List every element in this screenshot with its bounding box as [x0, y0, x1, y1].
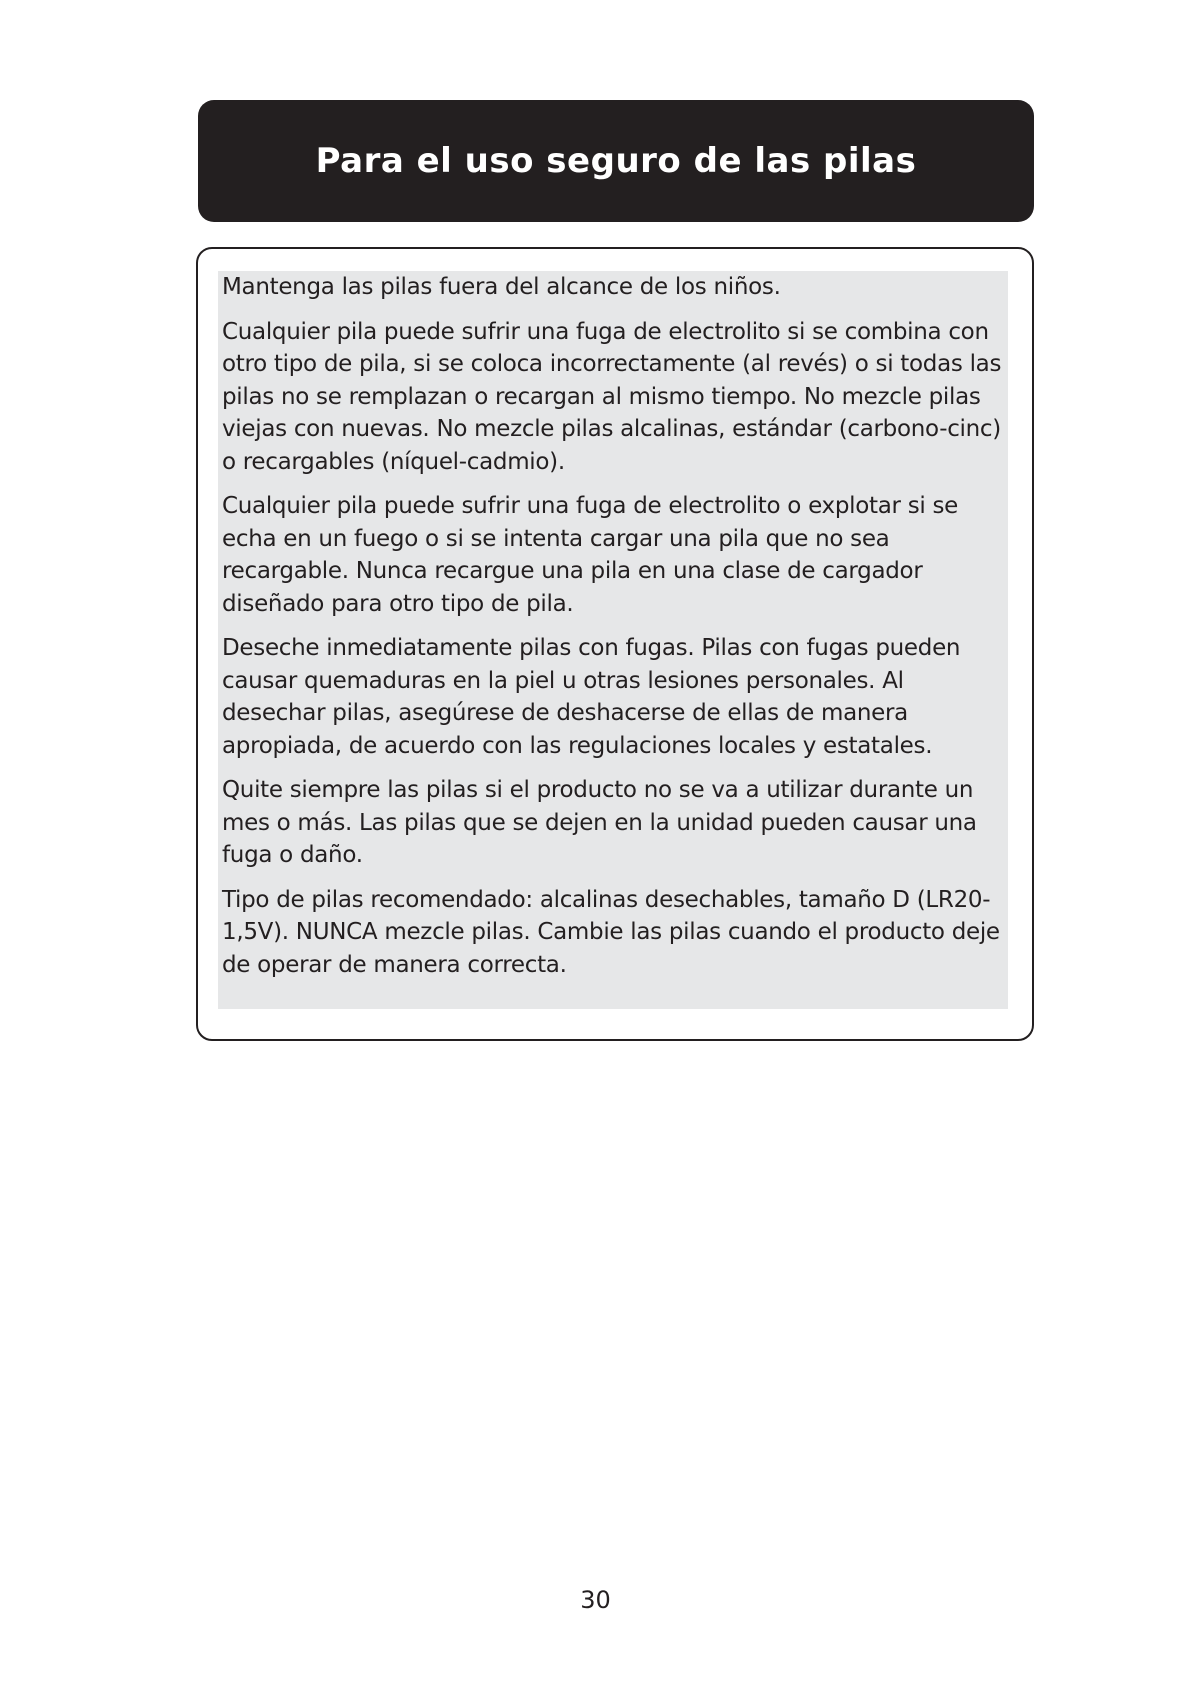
paragraph-fire-recharge: Cualquier pila puede sufrir una fuga de electrolito o explotar si se echa en un fuego o si se intenta cargar una pila que no sea recargable. Nunca recargue una pila en una clase de cargador diseñado para otro tipo de pila.	[222, 493, 959, 617]
page-number: 30	[580, 1586, 611, 1614]
paragraph-removal: Quite siempre las pilas si el producto no se va a utilizar durante un mes o más. Las pilas que se dejen en la unidad pueden causar una fuga o daño.	[222, 777, 977, 868]
paragraph-children-warning: Mantenga las pilas fuera del alcance de los niños.	[222, 274, 781, 300]
paragraph-disposal: Deseche inmediatamente pilas con fugas. Pilas con fugas pueden causar quemaduras en la piel u otras lesiones personales. Al desechar pilas, asegúrese de deshacerse de ellas de manera apropiada, de acuerdo con las regulaciones locales y estatales.	[222, 635, 961, 759]
safety-info-box	[196, 247, 1034, 1041]
paragraph-recommended-type: Tipo de pilas recomendado: alcalinas desechables, tamaño D (LR20-1,5V). NUNCA mezcle pilas. Cambie las pilas cuando el producto deje de operar de manera correcta.	[222, 886, 1000, 978]
safety-info-panel	[218, 271, 1008, 1009]
paragraph-leakage-mixing: Cualquier pila puede sufrir una fuga de electrolito si se combina con otro tipo de pila, si se coloca incorrectamente (al revés) o si todas las pilas no se remplazan o recargan al mismo tiempo. No mezcle pilas viejas con nuevas. No mezcle pilas alcalinas, estándar (carbono-cinc) o recargables (níquel-cadmio).	[222, 318, 1002, 475]
title-banner	[198, 100, 1034, 222]
page-title: Para el uso seguro de las pilas	[315, 141, 917, 181]
